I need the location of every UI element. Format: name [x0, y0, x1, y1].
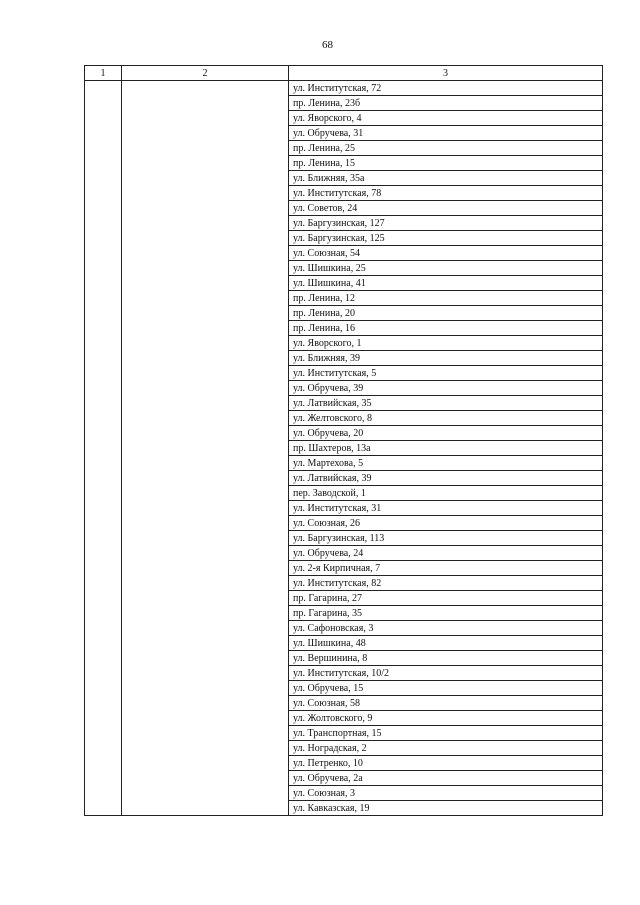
- address-cell: ул. Петренко, 10: [289, 756, 603, 771]
- address-cell: ул. Обручева, 2а: [289, 771, 603, 786]
- column-header-2: 2: [122, 66, 289, 81]
- address-cell: ул. Мартехова, 5: [289, 456, 603, 471]
- address-cell: ул. Сафоновская, 3: [289, 621, 603, 636]
- address-cell: ул. Институтская, 78: [289, 186, 603, 201]
- column-2-cell: [122, 81, 289, 816]
- address-cell: ул. Кавказская, 19: [289, 801, 603, 816]
- address-table: [84, 65, 603, 816]
- table-body: [85, 81, 603, 816]
- address-cell: ул. Шишкина, 25: [289, 261, 603, 276]
- address-cell: ул. Институтская, 72: [289, 81, 603, 96]
- address-cell: пр. Ленина, 25: [289, 141, 603, 156]
- address-cell: ул. Институтская, 5: [289, 366, 603, 381]
- address-cell: ул. Баргузинская, 125: [289, 231, 603, 246]
- column-header-3: 3: [289, 66, 603, 81]
- address-cell: ул. Союзная, 3: [289, 786, 603, 801]
- address-cell: ул. Шишкина, 48: [289, 636, 603, 651]
- address-cell: ул. Яворского, 1: [289, 336, 603, 351]
- address-cell: ул. Желтовского, 8: [289, 411, 603, 426]
- address-cell: пр. Гагарина, 35: [289, 606, 603, 621]
- address-cell: ул. Обручева, 15: [289, 681, 603, 696]
- column-1-cell: [85, 81, 122, 816]
- address-cell: ул. Вершинина, 8: [289, 651, 603, 666]
- address-cell: ул. 2-я Кирпичная, 7: [289, 561, 603, 576]
- address-cell: ул. Латвийская, 35: [289, 396, 603, 411]
- address-cell: пр. Ленина, 12: [289, 291, 603, 306]
- address-cell: пер. Заводской, 1: [289, 486, 603, 501]
- column-header-1: 1: [85, 66, 122, 81]
- address-cell: пр. Шахтеров, 13а: [289, 441, 603, 456]
- address-cell: ул. Баргузинская, 127: [289, 216, 603, 231]
- address-cell: ул. Ближняя, 35а: [289, 171, 603, 186]
- address-cell: ул. Баргузинская, 113: [289, 531, 603, 546]
- address-cell: ул. Ближняя, 39: [289, 351, 603, 366]
- address-cell: ул. Транспортная, 15: [289, 726, 603, 741]
- table-row: [85, 81, 603, 96]
- address-cell: ул. Советов, 24: [289, 201, 603, 216]
- address-cell: ул. Обручева, 39: [289, 381, 603, 396]
- address-cell: ул. Институтская, 31: [289, 501, 603, 516]
- address-cell: ул. Жолтовского, 9: [289, 711, 603, 726]
- address-cell: ул. Союзная, 58: [289, 696, 603, 711]
- address-cell: ул. Институтская, 82: [289, 576, 603, 591]
- address-cell: пр. Гагарина, 27: [289, 591, 603, 606]
- address-cell: ул. Обручева, 31: [289, 126, 603, 141]
- page-number: 68: [322, 39, 333, 51]
- address-cell: ул. Яворского, 4: [289, 111, 603, 126]
- address-cell: ул. Союзная, 26: [289, 516, 603, 531]
- address-cell: пр. Ленина, 15: [289, 156, 603, 171]
- address-cell: ул. Шишкина, 41: [289, 276, 603, 291]
- address-cell: ул. Ноградская, 2: [289, 741, 603, 756]
- table-header-row: [85, 66, 603, 81]
- address-cell: ул. Союзная, 54: [289, 246, 603, 261]
- address-cell: пр. Ленина, 20: [289, 306, 603, 321]
- address-cell: пр. Ленина, 23б: [289, 96, 603, 111]
- address-cell: пр. Ленина, 16: [289, 321, 603, 336]
- address-cell: ул. Обручева, 24: [289, 546, 603, 561]
- address-cell: ул. Латвийская, 39: [289, 471, 603, 486]
- address-cell: ул. Институтская, 10/2: [289, 666, 603, 681]
- address-cell: ул. Обручева, 20: [289, 426, 603, 441]
